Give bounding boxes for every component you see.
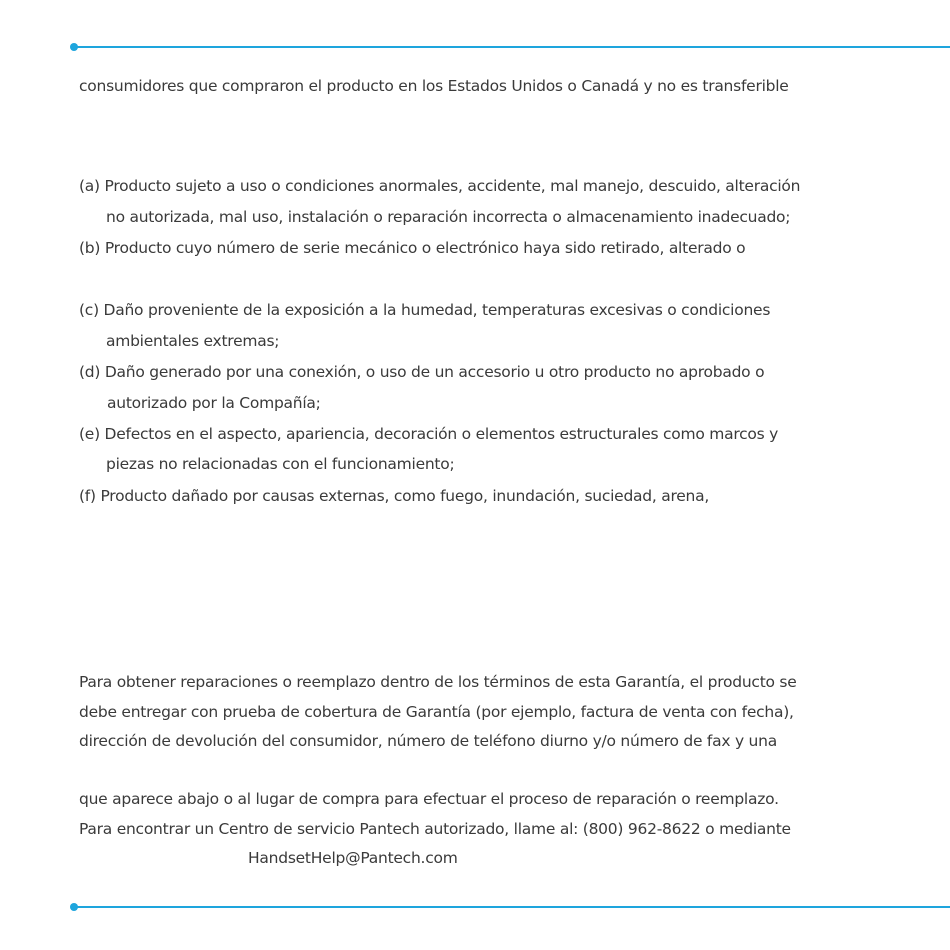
repair-paragraph-line-3: dirección de devolución del consumidor, número de teléfono diurno y/o número de fax y una — [79, 732, 777, 750]
item-c-line-2: ambientales extremas; — [106, 332, 280, 350]
item-a-line-1: (a) Producto sujeto a uso o condiciones anormales, accidente, mal manejo, descuido, alteración — [79, 177, 801, 195]
item-b-line-1: (b) Producto cuyo número de serie mecánico o electrónico haya sido retirado, alterado o — [79, 239, 746, 257]
bottom-divider — [72, 906, 950, 908]
item-c-line-1: (c) Daño proveniente de la exposición a la humedad, temperaturas excesivas o condiciones — [79, 301, 771, 319]
support-email: HandsetHelp@Pantech.com — [248, 849, 458, 867]
item-d-line-1: (d) Daño generado por una conexión, o uso de un accesorio u otro producto no aprobado o — [79, 363, 765, 381]
repair-paragraph-line-1: Para obtener reparaciones o reemplazo dentro de los términos de esta Garantía, el producto se — [79, 673, 797, 691]
item-e-line-1: (e) Defectos en el aspecto, apariencia, decoración o elementos estructurales como marcos y — [79, 425, 779, 443]
item-a-line-2: no autorizada, mal uso, instalación o reparación incorrecta o almacenamiento inadecuado; — [106, 208, 791, 226]
intro-text: consumidores que compraron el producto en los Estados Unidos o Canadá y no es transferible — [79, 77, 789, 95]
service-paragraph-line-2: Para encontrar un Centro de servicio Pantech autorizado, llame al: (800) 962-8622 o mediante — [79, 820, 791, 838]
item-f-line-1: (f) Producto dañado por causas externas, como fuego, inundación, suciedad, arena, — [79, 487, 710, 505]
item-d-line-2: autorizado por la Compañía; — [107, 394, 321, 412]
item-e-line-2: piezas no relacionadas con el funcionamiento; — [106, 455, 455, 473]
service-paragraph-line-1: que aparece abajo o al lugar de compra para efectuar el proceso de reparación o reemplazo. — [79, 790, 779, 808]
repair-paragraph-line-2: debe entregar con prueba de cobertura de Garantía (por ejemplo, factura de venta con fecha), — [79, 703, 794, 721]
top-divider — [72, 46, 950, 48]
